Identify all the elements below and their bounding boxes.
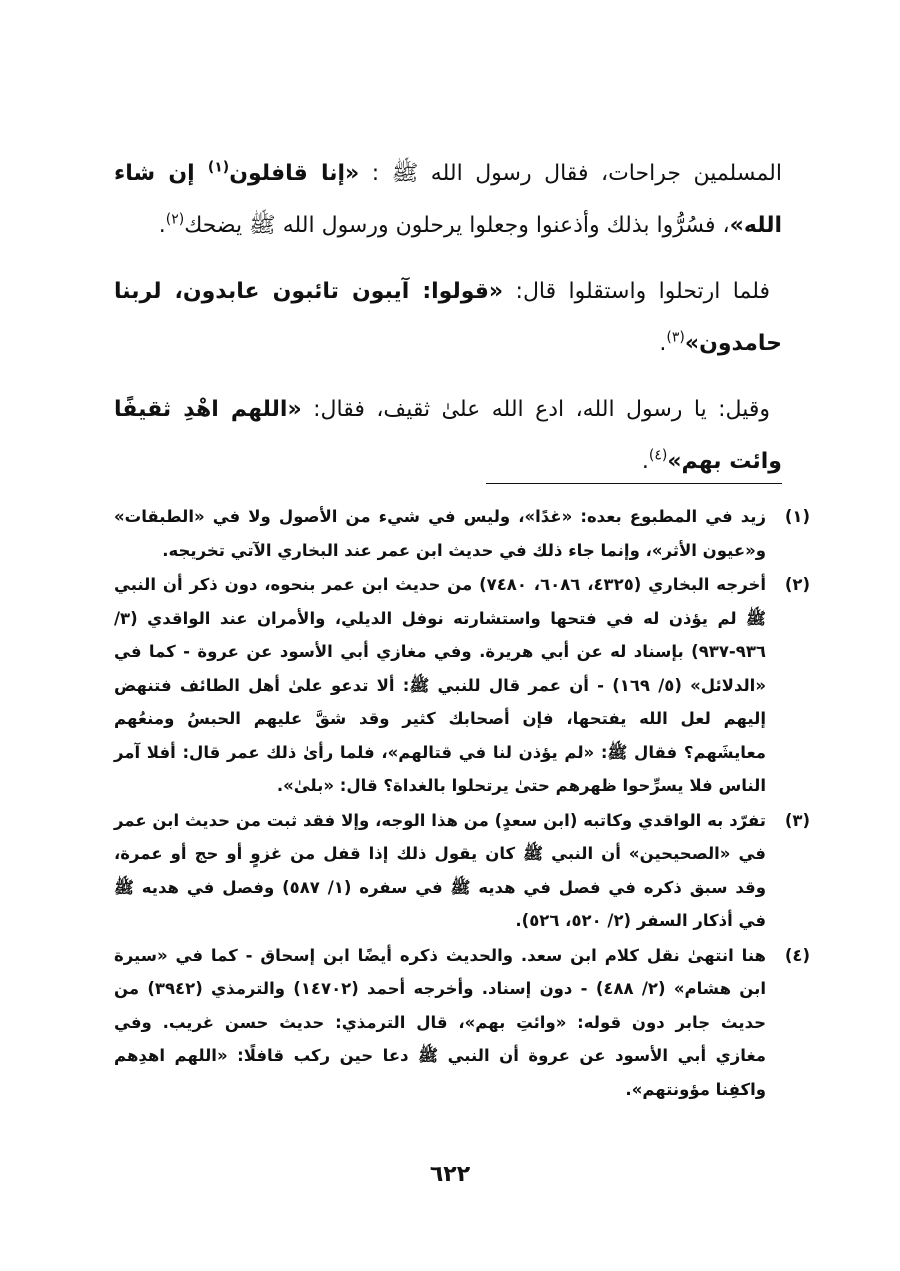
paragraph-2-text: فلما ارتحلوا واستقلوا قال: (503, 279, 770, 304)
quote-3: «اللهم اهْدِ ثقيفًا وائت بهم» (114, 397, 782, 474)
paragraph-2-end: . (659, 331, 667, 356)
paragraph-1-text-2: ، فسُرُّوا بذلك وأذعنوا وجعلوا يرحلون ورسول الله ﷺ يضحك (184, 213, 730, 238)
footnote-2 (114, 568, 810, 803)
footnote-ref-4: (٤) (648, 447, 668, 464)
paragraph-1-text: المسلمين جراحات، فقال رسول الله ﷺ : (359, 161, 782, 186)
footnote-number: (٤) (784, 945, 810, 965)
footnote-number: (٣) (784, 810, 810, 830)
quote-1-text-end: إن شاء الله» (114, 161, 782, 238)
page-number: ٦٢٢ (429, 1162, 471, 1187)
footnote-text: أخرجه البخاري (٤٣٢٥، ٦٠٨٦، ٧٤٨٠) من حديث ابن عمر بنحوه، دون ذكر أن النبي ﷺ لم يؤذن له في فتحها واستشارته نوفل الديلي، والأمران عند الواقدي (٣/ ٩٣٦-٩٣٧) بإسناد له عن أبي هريرة. وفي مغازي أبي الأسود عن عروة - كما في «الدلائل» (٥/ ١٦٩) - أن عمر قال للنبي ﷺ: ألا تدعو علىٰ أهل الطائف فتنهض إليهم لعل الله يفتحها، فإن أصحابك كثير وقد شقَّ عليهم الحبسُ ومنعُهم معايشَهم؟ فقال ﷺ: «لم يؤذن لنا في قتالهم»، فلما رأىٰ ذلك عمر قال: أفلا آمر الناس فلا يسرِّحوا ظهرهم حتىٰ يرتحلوا بالغداة؟ قال: «بلىٰ». (114, 575, 767, 795)
footnote-text: تفرّد به الواقدي وكاتبه (ابن سعدٍ) من هذا الوجه، وإلا فقد ثبت من حديث ابن عمر في «الصحيحين» أن النبي ﷺ كان يقول ذلك إذا قفل من غزوٍ أو حج أو عمرة، وقد سبق ذكره في فصل في هديه ﷺ في سفره (١/ ٥٨٧) وفصل في هديه ﷺ في أذكار السفر (٢/ ٥٢٠، ٥٢٦). (114, 810, 766, 930)
footnote-ref-2: (٢) (165, 211, 185, 228)
footnote-text: زيد في المطبوع بعده: «غدًا»، وليس في شيء من الأصول ولا في «الطبقات» و«عيون الأثر»، وإنما جاء ذلك في حديث ابن عمر عند البخاري الآتي تخريجه. (114, 507, 766, 560)
paragraph-3-end: . (641, 449, 649, 474)
footnotes (114, 500, 810, 1107)
footnote-ref-1: (١) (207, 159, 230, 176)
quote-2: «قولوا: آيبون تائبون عابدون، لربنا حامدون» (114, 279, 782, 356)
footnote-1 (114, 500, 810, 567)
paragraph-1-end: . (158, 213, 166, 238)
paragraph-1 (114, 148, 782, 252)
quote-1-text: «إنا قافلون (229, 161, 360, 186)
paragraph-3 (114, 384, 782, 488)
footnote-4 (114, 939, 810, 1107)
footnote-ref-3: (٣) (666, 329, 685, 346)
footnote-3 (114, 804, 810, 938)
footnote-separator (486, 483, 782, 484)
footnote-text: هنا انتهىٰ نقل كلام ابن سعد. والحديث ذكره أيضًا ابن إسحاق - كما في «سيرة ابن هشام» (٢/ ٤٨٨) - دون إسناد. وأخرجه أحمد (١٤٧٠٢) والترمذي (٣٩٤٢) من حديث جابر دون قوله: «وائتِ بهم»، قال الترمذي: حديث حسن غريب. وفي مغازي أبي الأسود عن عروة أن النبي ﷺ دعا حين ركب قافلًا: «اللهم اهدِهم واكفِنا مؤونتهم». (114, 945, 767, 1099)
footnote-number: (٢) (784, 575, 810, 594)
main-text (114, 148, 782, 502)
paragraph-2 (114, 266, 782, 370)
footnote-number: (١) (784, 507, 810, 526)
paragraph-3-text: وقيل: يا رسول الله، ادع الله علىٰ ثقيف، فقال: (301, 397, 770, 422)
